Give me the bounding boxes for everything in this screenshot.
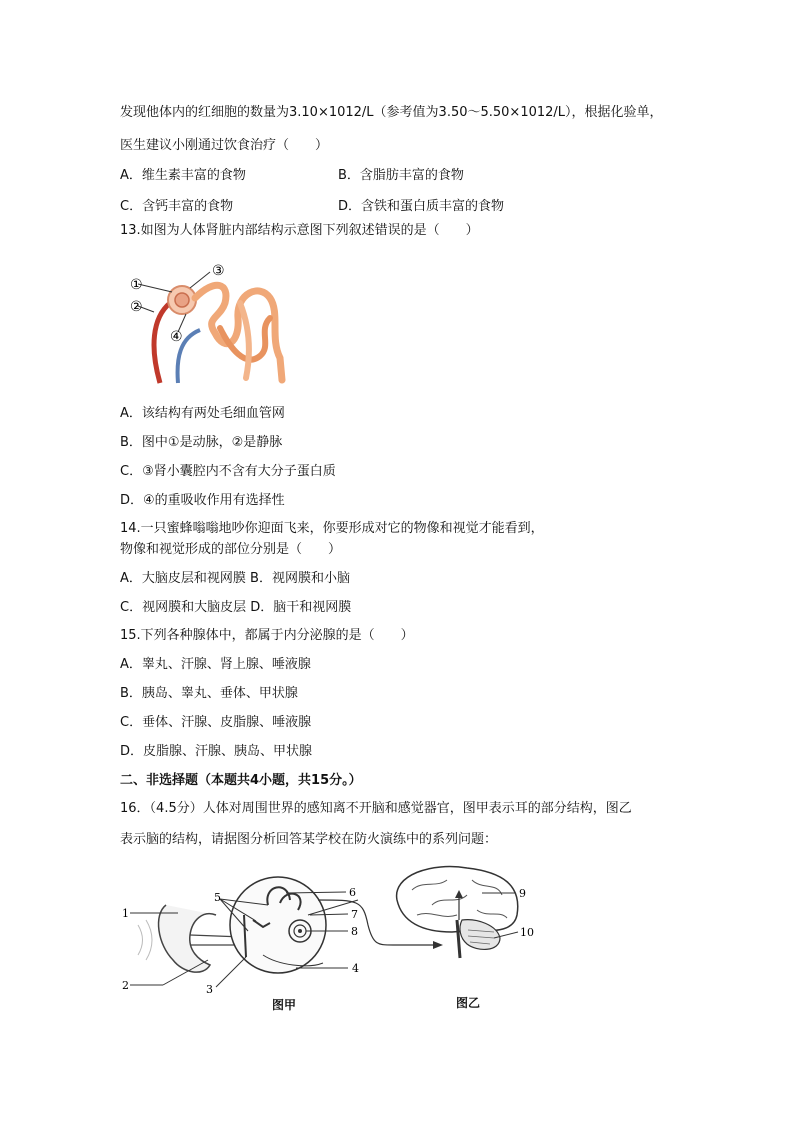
artery-shape (154, 303, 170, 383)
ear-label-6: 6 (349, 886, 356, 899)
ear-figure-caption: 图甲 (272, 998, 297, 1012)
text-line: 发现他体内的红细胞的数量为3.10×1012/L（参考值为3.50～5.50×1012/L），根据化验单， (120, 105, 663, 120)
q15-option-d: D．皮脂腺、汗腺、胰岛、甲状腺 (120, 744, 313, 759)
section-heading: 二、非选择题（本题共4小题，共15分。） (120, 773, 362, 788)
text-line: 医生建议小刚通过饮食治疗（ ） (120, 138, 329, 153)
q13-option-b: B．图中①是动脉，②是静脉 (120, 435, 283, 450)
q12-option-c: C．含钙丰富的食物 (120, 199, 234, 214)
outer-ear-shape (159, 905, 216, 972)
q14-options-cd: C．视网膜和大脑皮层 D．脑干和视网膜 (120, 600, 352, 615)
ear-label-3: 3 (206, 983, 213, 995)
q14-options-ab: A．大脑皮层和视网膜 B．视网膜和小脑 (120, 571, 350, 586)
brain-figure (382, 860, 542, 960)
ear-label-5: 5 (214, 891, 221, 904)
q16-stem-1: 16．（4.5分）人体对周围世界的感知离不开脑和感觉器官，图甲表示耳的部分结构，图乙 (120, 801, 632, 816)
label-4: ④ (170, 329, 183, 345)
q13-option-d: D．④的重吸收作用有选择性 (120, 493, 285, 508)
brain-label-9: 9 (519, 887, 526, 900)
q16-stem-2: 表示脑的结构，请据图分析回答某学校在防火演练中的系列问题： (120, 832, 498, 847)
q12-option-b: B．含脂肪丰富的食物 (338, 168, 464, 183)
ear-label-7: 7 (351, 908, 358, 921)
ear-label-4: 4 (352, 962, 359, 975)
label-1: ① (130, 277, 143, 293)
q14-stem-2: 物像和视觉形成的部位分别是（ ） (120, 542, 342, 557)
ear-label-2: 2 (122, 979, 129, 992)
q13-option-c: C．③肾小囊腔内不含有大分子蛋白质 (120, 464, 336, 479)
tubule-shape (195, 285, 282, 380)
label-3: ③ (212, 263, 225, 279)
q12-option-d: D．含铁和蛋白质丰富的食物 (338, 199, 505, 214)
q15-option-a: A．睾丸、汗腺、肾上腺、唾液腺 (120, 657, 311, 672)
ear-label-8: 8 (351, 925, 358, 938)
brain-figure-caption: 图乙 (456, 996, 481, 1010)
brain-label-10: 10 (520, 926, 534, 939)
q15-stem: 15.下列各种腺体中，都属于内分泌腺的是（ ） (120, 628, 414, 643)
q15-option-b: B．胰岛、睾丸、垂体、甲状腺 (120, 686, 298, 701)
q13-stem: 13.如图为人体肾脏内部结构示意图下列叙述错误的是（ ） (120, 223, 479, 238)
label-2: ② (130, 299, 143, 315)
q12-option-a: A．维生素丰富的食物 (120, 168, 246, 183)
q13-option-a: A．该结构有两处毛细血管网 (120, 406, 285, 421)
nephron-figure (120, 258, 300, 384)
q14-stem-1: 14.一只蜜蜂嗡嗡地吵你迎面飞来，你要形成对它的物像和视觉才能看到， (120, 521, 544, 536)
q15-option-c: C．垂体、汗腺、皮脂腺、唾液腺 (120, 715, 312, 730)
ear-label-1: 1 (122, 907, 129, 920)
